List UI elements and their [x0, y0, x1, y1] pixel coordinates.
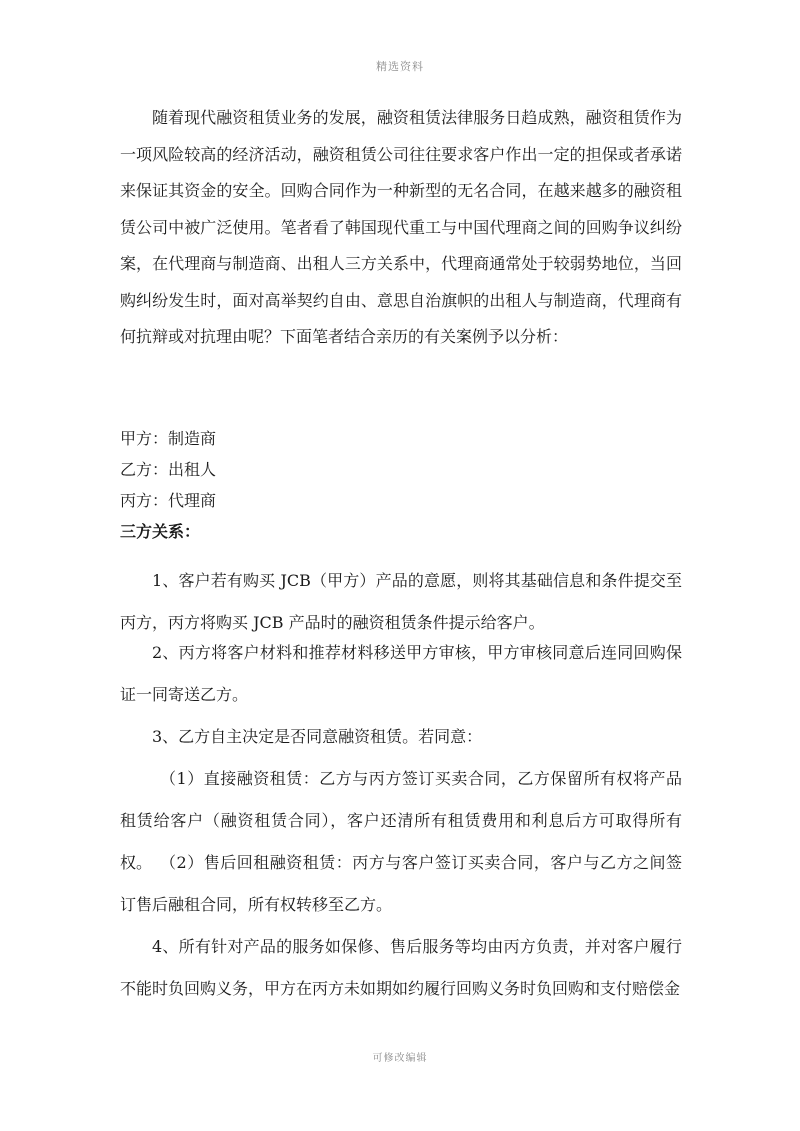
item-2: 2、丙方将客户材料和推荐材料移送甲方审核，甲方审核同意后连同回购保证一同寄送乙方。 [120, 643, 682, 704]
party-a-line: 甲方：制造商 [120, 429, 217, 448]
item-3-2: （2）售后回租融资租赁：丙方与客户签订买卖合同，客户与乙方之间签订售后融租合同，所有权转移至乙方。 [120, 853, 682, 914]
relation-heading: 三方关系： [120, 522, 201, 541]
item-4: 4、所有针对产品的服务如保修、售后服务等均由丙方负责，并对客户履行不能时负回购义务，甲方在丙方未如期如约履行回购义务时负回购和支付赔偿金 [120, 937, 682, 998]
page-footer: 可修改编辑 [372, 1053, 428, 1064]
page-header: 精选资料 [376, 60, 424, 73]
item-1: 1、客户若有购买 JCB（甲方）产品的意愿，则将其基础信息和条件提交至丙方，丙方将购买 JCB 产品时的融资租赁条件提示给客户。 [120, 571, 682, 632]
item-3-1: （1）直接融资租赁：乙方与丙方签订买卖合同，乙方保留所有权将产品租赁给客户（融资租赁合同），客户还清所有租赁费用和利息后方可取得所有权。 [120, 769, 682, 872]
party-b-line: 乙方：出租人 [120, 460, 217, 479]
intro-paragraph: 随着现代融资租赁业务的发展，融资租赁法律服务日趋成熟，融资租赁作为一项风险较高的经济活动，融资租赁公司往往要求客户作出一定的担保或者承诺来保证其资金的安全。回购合同作为一种新型的无名合同，在越来越多的融资租赁公司中被广泛使用。笔者看了韩国现代重工与中国代理商之间的回购争议纠纷案，在代理商与制造商、出租人三方关系中，代理商通常处于较弱势地位，当回购纠纷发生时，面对高举契约自由、意思自治旗帜的出租人与制造商，代理商有何抗辩或对抗理由呢？下面笔者结合亲历的有关案例予以分析： [120, 108, 682, 346]
party-c-line: 丙方：代理商 [120, 491, 217, 510]
item-3: 3、乙方自主决定是否同意融资租赁。若同意： [152, 727, 483, 746]
